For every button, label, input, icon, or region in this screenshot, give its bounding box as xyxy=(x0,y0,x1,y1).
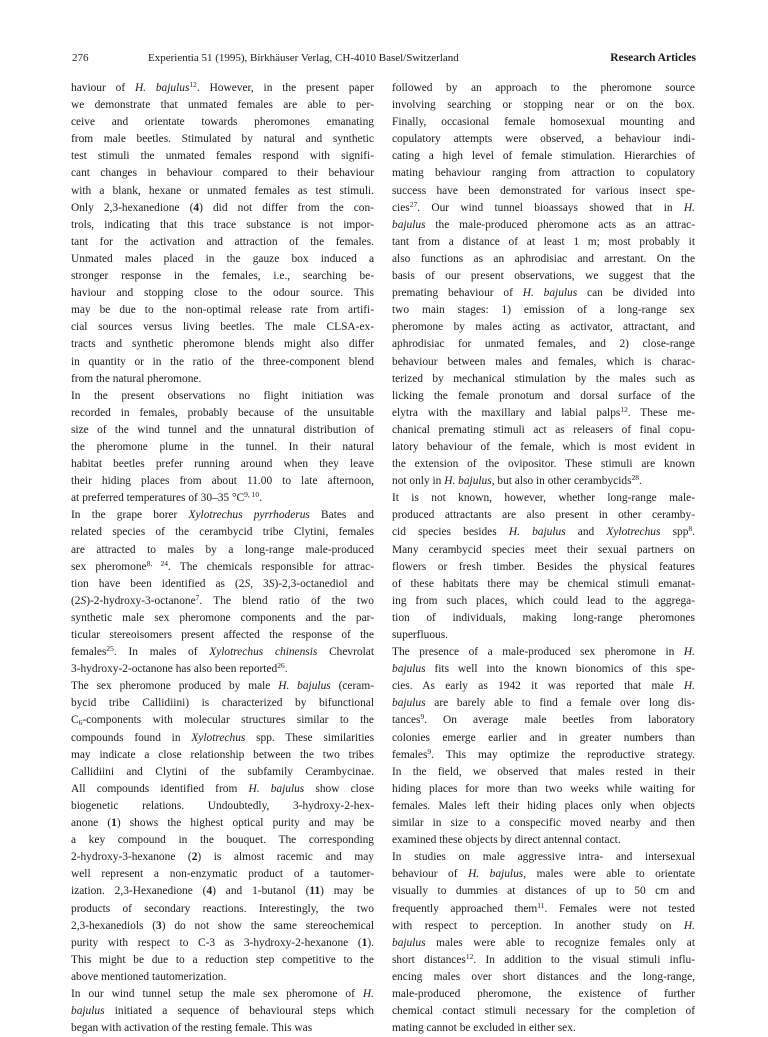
paragraph xyxy=(392,849,695,1037)
text-line: ing from such places, which could lead to the aggrega- xyxy=(392,594,695,607)
text-line: from the natural pheromone. xyxy=(71,372,202,385)
text-line: basis of our present observations, we suggest that the xyxy=(392,270,695,283)
text-line: Callidiini and Clytini of the subfamily Cerambycinae. xyxy=(71,765,374,778)
text-line: mating behaviour ranging from attraction to copulatory xyxy=(392,167,695,180)
text-line: haviour and stopping close to the odour source. This xyxy=(71,287,374,300)
text-line: may be due to the non-optimal release rate from artifi- xyxy=(71,304,374,317)
text-line: well represent a non-enzymatic product of a tautomer- xyxy=(71,868,374,881)
text-line: followed by an approach to the pheromone source xyxy=(392,82,695,94)
text-line: In our wind tunnel setup the male sex pheromone of H. xyxy=(71,987,374,1000)
text-line: with a blank, hexane or unmated females as test stimuli. xyxy=(71,184,374,197)
text-line: bajulus the male-produced pheromone acts as an attrac- xyxy=(392,218,695,231)
text-line: chanical premating stimuli act as releasers of final copu- xyxy=(392,423,695,436)
text-line: cating a high level of female stimulation. Hierarchies of xyxy=(392,150,695,163)
text-line: from male beetles. Stimulated by natural and synthetic xyxy=(71,133,374,146)
text-line: Finally, occasional female homosexual mounting and xyxy=(392,116,695,129)
text-line: trols, indicating that this trace substance is not impor- xyxy=(71,218,374,231)
text-line: success have been demonstrated for various insect spe- xyxy=(392,184,695,197)
text-line: not only in H. bajulus, but also in other cerambycids$^{28}$. xyxy=(392,473,642,488)
text-line: products of secondary reactions. Interestingly, the two xyxy=(71,902,374,915)
text-line: tant from a distance of at least 1 m; most probably it xyxy=(392,235,695,248)
text-line: licking the female pronotum and dorsal surface of the xyxy=(392,389,695,402)
text-line: It is not known, however, whether long-range male- xyxy=(392,492,695,505)
paragraph xyxy=(392,80,695,490)
text-line: haviour of H. bajulus$^{12}$. However, in the present paper xyxy=(71,80,374,94)
text-line: of these habitats there may be chemical stimuli emanat- xyxy=(392,577,695,590)
text-line: tion of individuals, making long-range pheromones xyxy=(392,611,695,624)
page-number: 276 xyxy=(72,52,89,64)
text-line: tion have been identified as (2S, 3S)-2,3-octanediol and xyxy=(71,577,375,590)
text-line: the extension of the ovipositor. These stimuli are known xyxy=(392,458,695,471)
text-line: synthetic male sex pheromone components and the par- xyxy=(71,611,374,624)
text-line: may indicate a close relationship between the two tribes xyxy=(71,748,374,761)
text-line: sex pheromone$^{8, 24}$. The chemicals responsible for attrac- xyxy=(71,558,375,573)
text-line: In studies on male aggressive intra- and intersexual xyxy=(392,851,695,864)
text-line: females$^9$. This may optimize the reproductive strategy. xyxy=(392,746,695,761)
text-line: females. Males left their hiding places only when objects xyxy=(392,799,695,812)
text-line: tracts and synthetic pheromone blends might also differ xyxy=(71,338,374,351)
text-line: All compounds identified from H. bajulus show close xyxy=(71,782,375,795)
text-line: 2-hydroxy-3-hexanone (2) is almost racemic and may xyxy=(71,851,374,864)
text-line: premating behaviour of H. bajulus can be divided into xyxy=(392,287,695,300)
text-line: compounds found in Xylotrechus spp. These similarities xyxy=(71,731,374,744)
text-line: the pheromone plume in the tunnel. In their natural xyxy=(71,440,374,453)
section-title: Research Articles xyxy=(610,52,696,64)
text-line: females$^{25}$. In males of Xylotrechus chinensis Chevrolat xyxy=(71,644,374,659)
text-line: are attracted to males by a long-range male-produced xyxy=(71,543,374,556)
text-line: bajulus are barely able to find a female over long dis- xyxy=(392,697,695,710)
text-line: (2S)-2-hydroxy-3-octanone$^7$. The blend ratio of the two xyxy=(71,592,374,607)
text-line: aphrodisiac for unmated females, and 2) close-range xyxy=(392,338,695,351)
text-line: The sex pheromone produced by male H. bajulus (ceram- xyxy=(71,680,374,693)
text-line: tant for the activation and attraction of the females. xyxy=(71,235,374,248)
text-line: superfluous. xyxy=(392,629,448,641)
text-line: test stimuli the unmated females respond with signifi- xyxy=(71,150,374,163)
text-line: terized by mechanical stimulation by the males such as xyxy=(392,372,695,385)
text-line: produced attractants are also present in other ceramby- xyxy=(392,509,695,522)
text-line: we demonstrate that unmated females are able to per- xyxy=(71,99,374,112)
text-line: 2,3-hexanediols (3) do not show the same stereochemical xyxy=(71,919,375,932)
text-line: encing males over short distances and the long-range, xyxy=(392,970,695,983)
text-line: stronger response in the females, i.e., searching be- xyxy=(71,270,374,283)
text-line: latory behaviour of the female, which is most evident in xyxy=(392,440,695,453)
text-line: frequently approached them$^{11}$. Females were not tested xyxy=(392,900,696,915)
left-column xyxy=(71,80,374,1037)
text-line: visually to dummies at distances of up to 50 cm and xyxy=(392,885,695,898)
text-line: ticular stereoisomers present affected the response of the xyxy=(71,629,374,641)
text-line: bajulus initiated a sequence of behavioural steps which xyxy=(71,1005,374,1018)
text-line: ceive and orientate towards pheromones emanating xyxy=(71,116,374,129)
text-line: their hiding places from about 11.00 to late afternoon, xyxy=(71,475,374,488)
text-line: male-produced pheromone, the existence of further xyxy=(392,987,695,1000)
text-line: Unmated males placed in the gauze box induced a xyxy=(71,252,374,265)
text-line: similar in size to a conspecific moved nearby and then xyxy=(392,817,695,830)
paragraph xyxy=(392,644,695,849)
text-line: involving searching or stopping near or on the box. xyxy=(392,99,695,112)
right-column xyxy=(392,80,695,1037)
text-line: ization. 2,3-Hexanedione (4) and 1-butanol (11) may be xyxy=(71,885,374,898)
text-line: size of the wind tunnel and the unnatural distribution of xyxy=(71,423,374,436)
text-line: elytra with the maxillary and labial palps$^{12}$. These me- xyxy=(392,404,695,419)
text-line: mating cannot be excluded in either sex. xyxy=(392,1022,576,1035)
text-line: cant changes in behaviour compared to their behaviour xyxy=(71,167,374,180)
text-line: $C_6$-components with molecular structures similar to the xyxy=(71,714,374,728)
text-line: also functions as an aphrodisiac and arrestant. On the xyxy=(392,252,695,265)
text-line: purity with respect to C-3 as 3-hydroxy-2-hexanone (1). xyxy=(71,936,374,949)
text-line: recorded in females, probably because of the unsuitable xyxy=(71,406,374,419)
text-line: chemical contact stimuli necessary for the completion of xyxy=(392,1005,695,1018)
text-line: habitat beetles prefer running around when they leave xyxy=(71,458,374,471)
text-line: in quantity or in the ratio of the three-component blend xyxy=(71,355,374,368)
text-line: began with activation of the resting female. This was xyxy=(71,1022,313,1035)
text-line: colonies emerge earlier and in greater numbers than xyxy=(392,731,695,744)
text-line: cies. As early as 1942 it was reported that male H. xyxy=(392,680,695,693)
text-line: bycid tribe Callidiini) is characterized by bifunctional xyxy=(71,697,374,710)
paragraph xyxy=(71,678,374,986)
text-line: In the grape borer Xylotrechus pyrrhoderus Bates and xyxy=(71,509,374,522)
text-line: tances$^9$. On average male beetles from laboratory xyxy=(392,712,695,727)
paragraph xyxy=(392,490,695,644)
text-line: cies$^{27}$. Our wind tunnel bioassays showed that in H. xyxy=(392,199,695,214)
text-line: behaviour of H. bajulus, males were able to orientate xyxy=(392,868,695,881)
text-line: at preferred temperatures of 30–35 $^\circ C^{9, 10}$. xyxy=(71,490,262,505)
text-line: with respect to perception. In another study on H. xyxy=(392,919,695,932)
text-line: biogenetic relations. Undoubtedly, 3-hydroxy-2-hex- xyxy=(71,799,374,812)
text-line: hiding places for more than two weeks while waiting for xyxy=(392,782,695,795)
paragraph xyxy=(71,986,374,1037)
text-line: copulatory attempts were observed, a behaviour indi- xyxy=(392,133,695,146)
running-header xyxy=(72,50,696,66)
text-line: Only 2,3-hexanedione (4) did not differ from the con- xyxy=(71,201,374,214)
text-line: bajulus fits well into the known bionomics of this spe- xyxy=(392,663,695,676)
text-line: This might be due to a reduction step competitive to the xyxy=(71,953,374,966)
text-line: behaviour between males and females, which is charac- xyxy=(392,355,695,368)
text-line: above mentioned tautomerization. xyxy=(71,970,227,983)
text-line: The presence of a male-produced sex pheromone in H. xyxy=(392,646,695,659)
text-line: short distances$^{12}$. In addition to the visual stimuli influ- xyxy=(392,951,695,966)
text-line: bajulus males were able to recognize females only at xyxy=(392,936,695,949)
text-line: In the field, we observed that males rested in their xyxy=(392,765,695,778)
journal-citation: Experientia 51 (1995), Birkhäuser Verlag, CH-4010 Basel/Switzerland xyxy=(148,52,459,64)
text-line: Many cerambycid species meet their sexual partners on xyxy=(392,543,695,556)
text-line: cid species besides H. bajulus and Xylotrechus spp$^8$. xyxy=(392,524,696,539)
paragraph xyxy=(71,507,374,678)
text-line: examined these objects by direct antennal contact. xyxy=(392,834,621,847)
text-line: flowers or fresh timber. Besides the physical features xyxy=(392,560,695,573)
text-line: cial sources versus living beetles. The male CLSA-ex- xyxy=(71,321,374,334)
text-line: related species of the cerambycid tribe Clytini, females xyxy=(71,526,374,539)
paragraph xyxy=(71,388,374,508)
paragraph xyxy=(71,80,374,388)
text-line: a key compound in the bouquet. The corresponding xyxy=(71,834,374,847)
text-line: two main stages: 1) emission of a long-range sex xyxy=(392,304,695,317)
text-line: anone (1) shows the highest optical purity and may be xyxy=(71,817,374,830)
text-line: 3-hydroxy-2-octanone has also been reported$^{26}$. xyxy=(71,661,288,676)
text-line: pheromone by males acting as activator, attractant, and xyxy=(392,321,695,334)
text-line: In the present observations no flight initiation was xyxy=(71,389,374,402)
